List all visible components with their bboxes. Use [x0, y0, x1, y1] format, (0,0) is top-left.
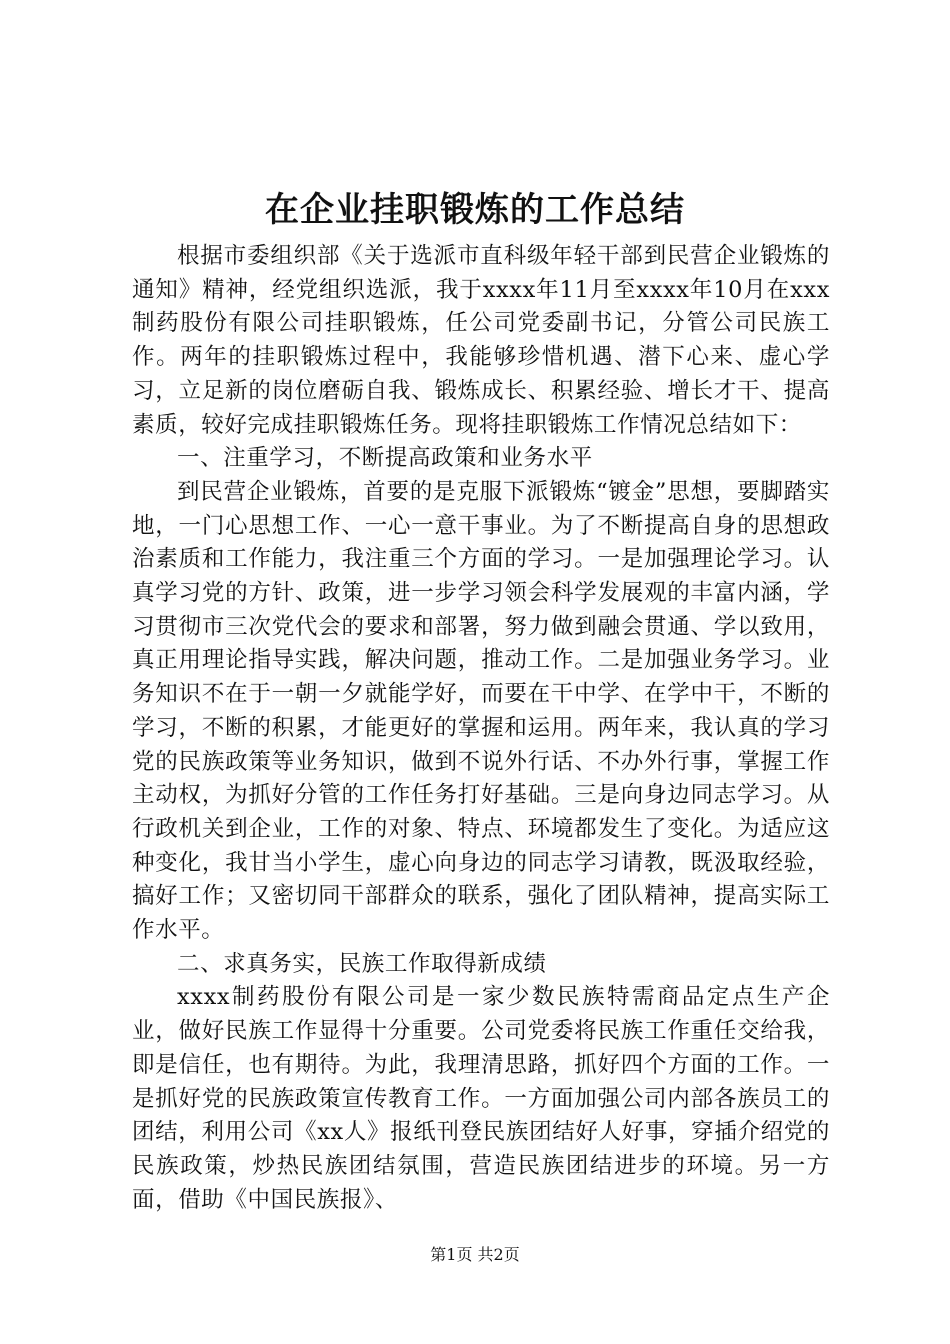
document-title: 在企业挂职锻炼的工作总结: [265, 190, 685, 230]
section-heading-1: 一、注重学习，不断提高政策和业务水平: [177, 445, 593, 472]
intro-paragraph: 根据市委组织部《关于选派市直科级年轻干部到民营企业锻炼的通知》精神，经党组织选派，我于xxxx年11月至xxxx年10月在xxx制药股份有限公司挂职锻炼，任公司党委副书记，分管公司民族工作。两年的挂职锻炼过程中，我能够珍惜机遇、潜下心来、虚心学习，立足新的岗位磨砺自我、锻炼成长、积累经验、增长才干、提高素质，较好完成挂职锻炼任务。现将挂职锻炼工作情况总结如下：: [132, 243, 830, 438]
page-footer: 第1页 共2页: [430, 1245, 520, 1264]
section-1-paragraph: 到民营企业锻炼，首要的是克服下派锻炼“镀金”思想，要脚踏实地，一门心思想工作、一心一意干事业。为了不断提高自身的思想政治素质和工作能力，我注重三个方面的学习。一是加强理论学习。认真学习党的方针、政策，进一步学习领会科学发展观的丰富内涵，学习贯彻市三次党代会的要求和部署，努力做到融会贯通、学以致用，真正用理论指导实践，解决问题，推动工作。二是加强业务学习。业务知识不在于一朝一夕就能学好，而要在干中学、在学中干，不断的学习，不断的积累，才能更好的掌握和运用。两年来，我认真的学习党的民族政策等业务知识，做到不说外行话、不办外行事，掌握工作主动权，为抓好分管的工作任务打好基础。三是向身边同志学习。从行政机关到企业，工作的对象、特点、环境都发生了变化。为适应这种变化，我甘当小学生，虚心向身边的同志学习请教，既汲取经验，搞好工作；又密切同干部群众的联系，强化了团队精神，提高实际工作水平。: [132, 478, 830, 944]
document-body: [132, 240, 830, 1217]
section-heading-2: 二、求真务实，民族工作取得新成绩: [177, 950, 547, 977]
section-2-paragraph: xxxx制药股份有限公司是一家少数民族特需商品定点生产企业，做好民族工作显得十分重要。公司党委将民族工作重任交给我，即是信任，也有期待。为此，我理清思路，抓好四个方面的工作。一是抓好党的民族政策宣传教育工作。一方面加强公司内部各族员工的团结，利用公司《xx人》报纸刊登民族团结好人好事，穿插介绍党的民族政策，炒热民族团结氛围，营造民族团结进步的环境。另一方面，借助《中国民族报》、: [132, 984, 830, 1213]
